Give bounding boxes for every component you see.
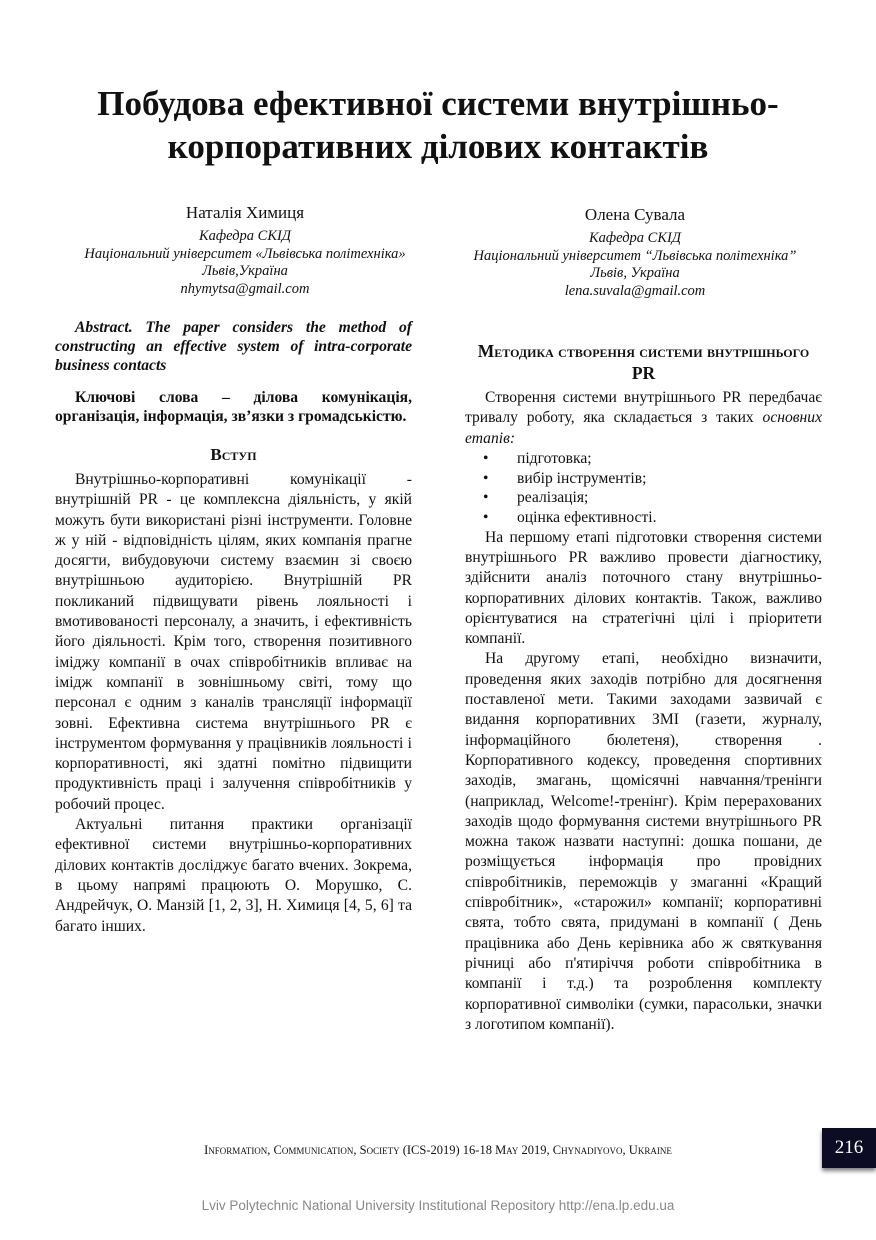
section-heading-intro: Вступ	[210, 445, 257, 464]
repository-watermark: Lviv Polytechnic National University Institutional Repository http://ena.lp.edu.ua	[201, 1198, 675, 1213]
right-column	[465, 340, 822, 1035]
author-location: Львів, Україна	[590, 265, 680, 281]
list-item-text: вибір інструментів;	[517, 469, 647, 487]
author-name: Олена Сувала	[584, 205, 686, 224]
list-item	[465, 508, 822, 528]
bullet-icon: •	[483, 469, 489, 487]
stages-list	[465, 449, 822, 528]
left-column	[55, 318, 412, 937]
author-department: Кафедра СКІД	[588, 230, 682, 246]
author-email: nhymytsa@gmail.com	[180, 280, 310, 297]
bullet-icon: •	[483, 449, 489, 467]
list-item	[465, 488, 822, 508]
author-name: Наталія Химиця	[185, 203, 305, 222]
list-item-text: реалізація;	[517, 489, 589, 507]
keywords: Ключові слова – ділова комунікація, організація, інформація, зв’язки з громадськістю.	[55, 389, 412, 425]
method-paragraph: На першому етапі підготовки створення системи внутрішнього PR важливо провести діагностику, здійснити аналіз поточного стану внутрішньо-корпоративних ділових контактів. Також, важливо орієнтуватися на стратегічні цілі і пріоритети компанії.	[465, 528, 822, 648]
page-number: 216	[822, 1128, 876, 1168]
bullet-icon: •	[483, 509, 489, 526]
method-paragraph: На другому етапі, необхідно визначити, проведення яких заходів потрібно для досягнення поставленої мети. Такими заходами зазвичай є видання корпоративних ЗМІ (газети, журналу, інформаційного бюлетеня), створення . Корпоративного кодексу, проведення спортивних заходів, змагань, щомісячні навчання/тренінги (наприклад, Welcome!-тренінг). Крім перерахованих заходів щодо формування системи внутрішнього PR можна також назвати наступні: дошка пошани, де розміщується інформація про провідних співробітників, переможців у змаганні «Кращий співробітник», «старожил» компанії; корпоративні свята, тобто свята, придумані в компанії ( День працівника або День керівника або ж святкування річниці або п'ятиріччя роботи співробітника в компанії і т.д.) та розроблення комплекту корпоративної символіки (сумки, парасольки, значки з логотипом компанії).	[465, 650, 822, 1033]
method-intro-paragraph	[465, 388, 822, 449]
method-intro-text: Створення системи внутрішнього PR передбачає тривалу роботу, яка складається з таких	[465, 389, 822, 427]
list-item-text: підготовка;	[517, 449, 592, 467]
list-item-text: оцінка ефективності.	[517, 509, 657, 526]
section-heading-method: Методика створення системи внутрішнього PR	[477, 341, 810, 383]
author-location: Львів,Україна	[202, 263, 288, 279]
list-item	[465, 449, 822, 469]
author-department: Кафедра СКІД	[198, 228, 292, 244]
author-block-1	[40, 203, 450, 298]
intro-paragraph: Актуальні питання практики організації ефективної системи внутрішньо-корпоративних ділових контактів досліджує багато вчених. Зокрема, в цьому напрямі працюють О. Морушко, С. Андрейчук, О. Манзій [1, 2, 3], Н. Химиця [4, 5, 6] та багато інших.	[55, 816, 412, 935]
intro-paragraph: Внутрішньо-корпоративні комунікації - внутрішній PR - це комплексна діяльність, у якій можуть бути використані різні інструменти. Головне ж у ній - відповідність цілям, яких компанія прагне досягти, вибудовуючи систему взаємин зі своєю внутрішньою аудиторією. Внутрішній PR покликаний підвищувати рівень лояльності і вмотивованості персоналу, а значить, і ефективність його діяльності. Крім того, створення позитивного іміджу компанії в очах співробітників впливає на імідж компанії в зовнішньому світі, тому що персонал є одним з каналів трансляції інформації зовні. Ефективна система внутрішнього PR є інструментом формування у працівників лояльності і корпоративності, які здатні помітно підвищити продуктивність праці і залучення співробітників у робочий процес.	[55, 471, 412, 813]
method-intro-emphasis: основних етапів:	[465, 409, 822, 447]
list-item	[465, 469, 822, 489]
author-university: Національний університет «Львівська політехніка»	[84, 245, 406, 262]
bullet-icon: •	[483, 489, 489, 507]
author-university: Національний університет “Львівська політехніка”	[473, 247, 797, 264]
paper-title: Побудова ефективної системи внутрішньо-корпоративних ділових контактів	[97, 84, 779, 166]
abstract: Abstract. The paper considers the method of constructing an effective system of intra-corporate business contacts	[55, 319, 412, 374]
author-block-2	[470, 205, 800, 300]
conference-footer: Information, Communication, Society (ICS-2019) 16-18 May 2019, Chynadiyovo, Ukraine	[204, 1143, 672, 1157]
author-email: lena.suvala@gmail.com	[564, 282, 706, 299]
